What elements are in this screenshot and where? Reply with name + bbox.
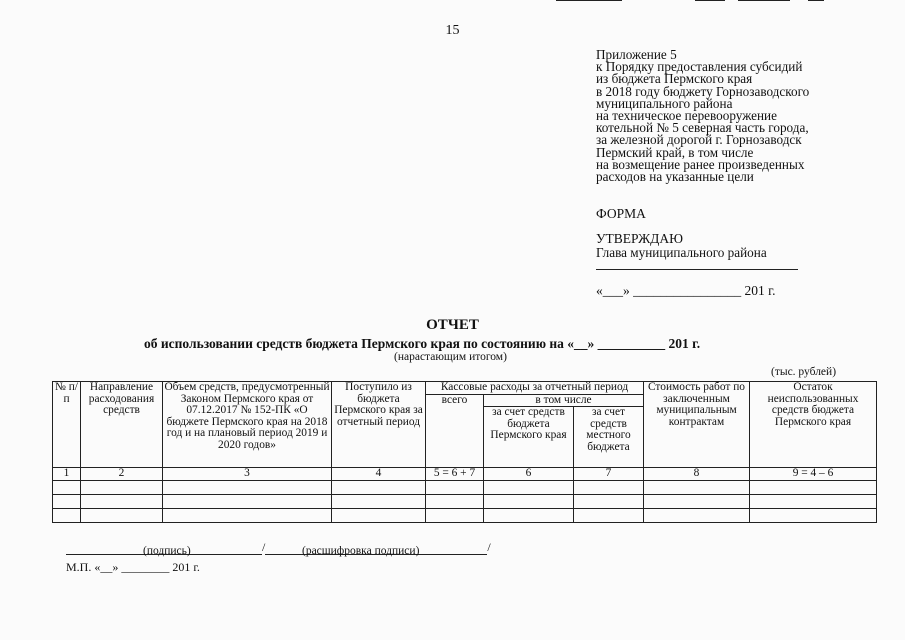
approve-date: «___» ________________ 201 г. bbox=[596, 283, 776, 298]
appendix-block bbox=[596, 49, 809, 183]
appendix-line: к Порядку предоставления субсидий bbox=[596, 59, 803, 75]
header-volume: Объем средств, предусмотренный Законом Пермского края от 07.12.2017 № 152-ПК «О бюджете Пермского края на 2018 год и на плановый период 2019 и 2020 годов» bbox=[163, 382, 332, 468]
scan-top-line bbox=[556, 0, 622, 1]
appendix-line: Пермский край, в том числе bbox=[596, 144, 754, 160]
table-row bbox=[53, 481, 877, 495]
scan-top-line bbox=[738, 0, 790, 1]
header-including: в том числе bbox=[484, 394, 644, 407]
report-subtitle: об использовании средств бюджета Пермского края по состоянию на «__» __________ 201 г. bbox=[144, 336, 701, 351]
scan-top-line bbox=[695, 0, 725, 1]
table-cell[interactable] bbox=[163, 495, 332, 509]
table-cell[interactable] bbox=[163, 509, 332, 523]
approve-heading: УТВЕРЖДАЮ bbox=[596, 231, 684, 246]
units-note: (тыс. рублей) bbox=[771, 366, 837, 378]
table-cell[interactable] bbox=[484, 481, 574, 495]
signature-slash: / bbox=[262, 540, 266, 554]
header-received: Поступило из бюджета Пермского края за отчетный период bbox=[332, 382, 426, 468]
header-total: всего bbox=[426, 394, 484, 468]
col-number: 3 bbox=[163, 468, 332, 481]
appendix-line: за железной дорогой г. Горнозаводск bbox=[596, 132, 802, 148]
cumulative-note: (нарастающим итогом) bbox=[394, 351, 507, 363]
approve-by: Глава муниципального района bbox=[596, 245, 767, 260]
table-cell[interactable] bbox=[81, 481, 163, 495]
col-number: 6 bbox=[484, 468, 574, 481]
table-cell[interactable] bbox=[426, 495, 484, 509]
appendix-line: из бюджета Пермского края bbox=[596, 71, 753, 87]
table-cell[interactable] bbox=[53, 481, 81, 495]
table-row bbox=[53, 509, 877, 523]
table-cell[interactable] bbox=[574, 509, 644, 523]
col-number: 5 = 6 + 7 bbox=[426, 468, 484, 481]
table-cell[interactable] bbox=[332, 495, 426, 509]
table-cell[interactable] bbox=[750, 481, 877, 495]
table-cell[interactable] bbox=[81, 509, 163, 523]
header-no: № п/п bbox=[53, 382, 81, 468]
table-cell[interactable] bbox=[750, 495, 877, 509]
table-cell[interactable] bbox=[644, 481, 750, 495]
appendix-line: котельной № 5 северная часть города, bbox=[596, 120, 809, 136]
table-cell[interactable] bbox=[644, 495, 750, 509]
form-label: ФОРМА bbox=[596, 206, 646, 221]
table-cell[interactable] bbox=[81, 495, 163, 509]
report-title: ОТЧЕТ bbox=[426, 317, 479, 333]
scan-top-line bbox=[808, 0, 824, 1]
table-number-row bbox=[53, 468, 877, 481]
table-cell[interactable] bbox=[484, 509, 574, 523]
appendix-line: на возмещение ранее произведенных bbox=[596, 156, 805, 172]
table-cell[interactable] bbox=[53, 495, 81, 509]
page-number: 15 bbox=[445, 23, 460, 38]
appendix-line: расходов на указанные цели bbox=[596, 169, 754, 185]
header-local: за счет средств местного бюджета bbox=[574, 407, 644, 468]
approve-signature-line[interactable] bbox=[596, 269, 798, 270]
table-header-row bbox=[53, 382, 877, 395]
signature-slash: / bbox=[487, 540, 491, 554]
table-cell[interactable] bbox=[484, 495, 574, 509]
table-cell[interactable] bbox=[574, 495, 644, 509]
table-cell[interactable] bbox=[332, 481, 426, 495]
col-number: 4 bbox=[332, 468, 426, 481]
header-regional: за счет средств бюджета Пермского края bbox=[484, 407, 574, 468]
table-cell[interactable] bbox=[426, 509, 484, 523]
col-number: 1 bbox=[53, 468, 81, 481]
header-contracts: Стоимость работ по заключенным муниципальным контрактам bbox=[644, 382, 750, 468]
col-number: 7 bbox=[574, 468, 644, 481]
table-cell[interactable] bbox=[644, 509, 750, 523]
signature-line bbox=[66, 540, 491, 555]
appendix-line: в 2018 году бюджету Горнозаводского bbox=[596, 83, 810, 99]
appendix-line: Приложение 5 bbox=[596, 47, 677, 62]
appendix-line: на техническое перевооружение bbox=[596, 108, 777, 124]
table-row bbox=[53, 495, 877, 509]
table-cell[interactable] bbox=[750, 509, 877, 523]
caption-decode: (расшифровка подписи) bbox=[302, 545, 420, 557]
table-cell[interactable] bbox=[574, 481, 644, 495]
table-cell[interactable] bbox=[53, 509, 81, 523]
table-cell[interactable] bbox=[332, 509, 426, 523]
col-number: 2 bbox=[81, 468, 163, 481]
table-cell[interactable] bbox=[163, 481, 332, 495]
col-number: 9 = 4 – 6 bbox=[750, 468, 877, 481]
header-cash-group: Кассовые расходы за отчетный период bbox=[426, 382, 644, 395]
stamp-date-line: М.П. «__» ________ 201 г. bbox=[66, 560, 200, 574]
header-remaining: Остаток неиспользованных средств бюджета Пермского края bbox=[750, 382, 877, 468]
col-number: 8 bbox=[644, 468, 750, 481]
caption-sign: (подпись) bbox=[143, 545, 191, 557]
report-table bbox=[52, 381, 877, 523]
appendix-line: муниципального района bbox=[596, 95, 733, 111]
header-direction: Направление расходования средств bbox=[81, 382, 163, 468]
table-cell[interactable] bbox=[426, 481, 484, 495]
